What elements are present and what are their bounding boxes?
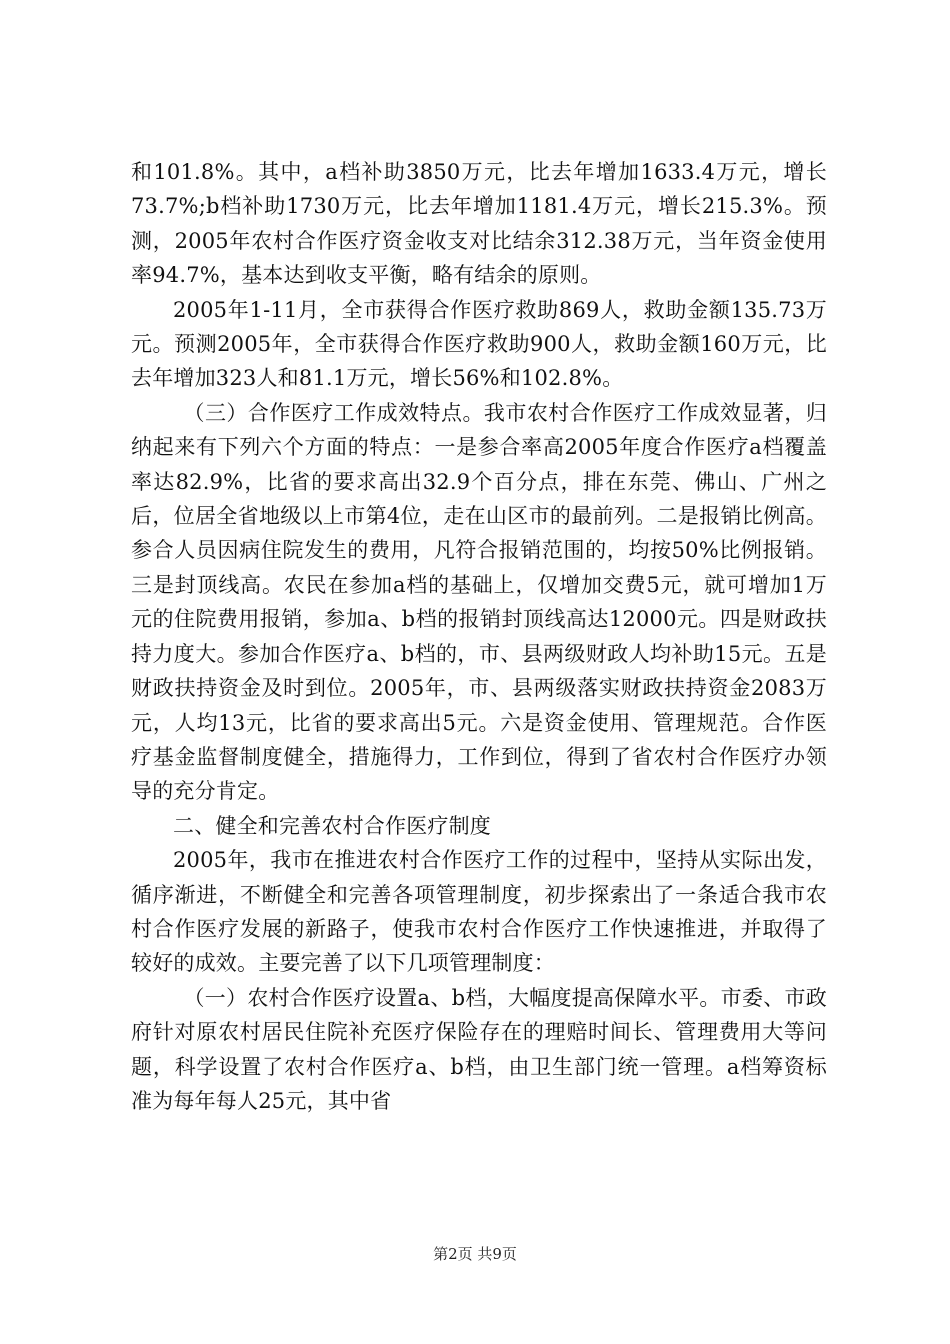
paragraph-continuation: 和101.8%。其中，a档补助3850万元，比去年增加1633.4万元，增长73.7%;b档补助1730万元，比去年增加1181.4万元，增长215.3%。预测，2005年农村合作医疗资金收支对比结余312.38万元，当年资金使用率94.7%，基本达到收支平衡，略有结余的原则。: [131, 160, 827, 288]
section-heading: 二、健全和完善农村合作医疗制度: [173, 813, 491, 838]
paragraph-achievements: （三）合作医疗工作成效特点。我市农村合作医疗工作成效显著，归纳起来有下列六个方面的特点：一是参合率高2005年度合作医疗a档覆盖率达82.9%，比省的要求高出32.9个百分点，排在东莞、佛山、广州之后，位居全省地级以上市第4位，走在山区市的最前列。二是报销比例高。参合人员因病住院发生的费用，凡符合报销范围的，均按50%比例报销。三是封顶线高。农民在参加a档的基础上，仅增加交费5元，就可增加1万元的住院费用报销，参加a、b档的报销封顶线高达12000元。四是财政扶持力度大。参加合作医疗a、b档的，市、县两级财政人均补助15元。五是财政扶持资金及时到位。2005年，市、县两级落实财政扶持资金2083万元，人均13元，比省的要求高出5元。六是资金使用、管理规范。合作医疗基金监督制度健全，措施得力，工作到位，得到了省农村合作医疗办领导的充分肯定。: [131, 400, 827, 804]
paragraph-system-intro: 2005年，我市在推进农村合作医疗工作的过程中，坚持从实际出发，循序渐进，不断健全和完善各项管理制度，初步探索出了一条适合我市农村合作医疗发展的新路子，使我市农村合作医疗工作快速推进，并取得了较好的成效。主要完善了以下几项管理制度：: [131, 848, 827, 976]
paragraph-ab-tiers: （一）农村合作医疗设置a、b档，大幅度提高保障水平。市委、市政府针对原农村居民住院补充医疗保险存在的理赔时间长、管理费用大等问题，科学设置了农村合作医疗a、b档，由卫生部门统一管理。a档筹资标准为每年每人25元，其中省: [131, 985, 827, 1113]
paragraph-rescue-stats: 2005年1-11月，全市获得合作医疗救助869人，救助金额135.73万元。预测2005年，全市获得合作医疗救助900人，救助金额160万元，比去年增加323人和81.1万元，增长56%和102.8%。: [131, 297, 827, 391]
page-number-footer: 第2页 共9页: [433, 1245, 517, 1263]
document-body: [131, 155, 827, 1118]
